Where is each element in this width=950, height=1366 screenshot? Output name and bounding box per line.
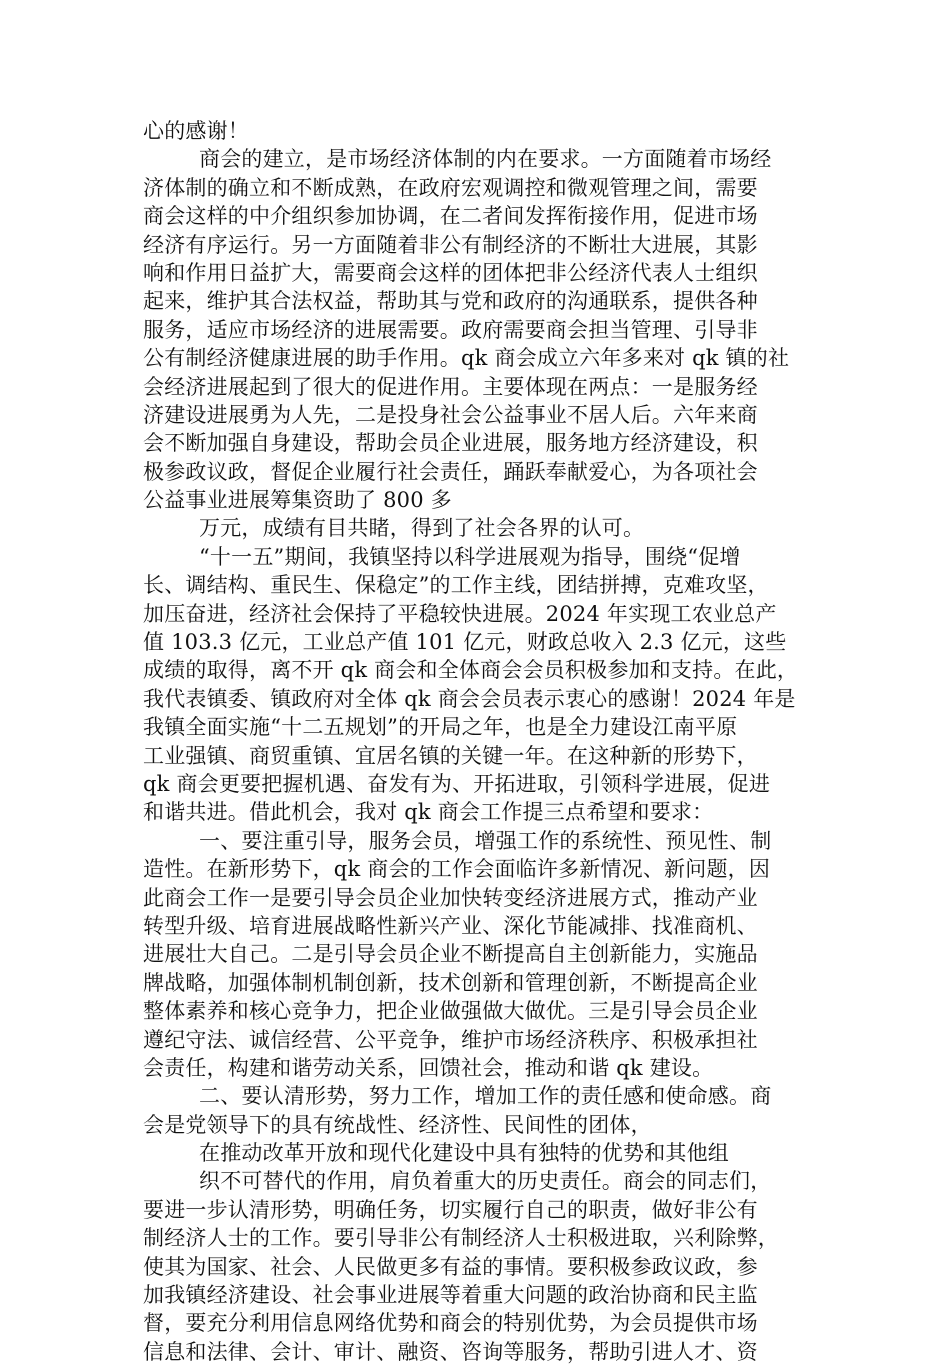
text-line: 会经济进展起到了很大的促进作用。主要体现在两点：一是服务经 (143, 374, 758, 399)
text-line: 信息和法律、会计、审计、融资、咨询等服务，帮助引进人才、资 (143, 1339, 758, 1364)
text-line: 服务，适应市场经济的进展需要。政府需要商会担当管理、引导非 (143, 317, 758, 342)
text-line: 和谐共进。借此机会，我对 qk 商会工作提三点希望和要求： (143, 800, 714, 825)
text-line: 一、要注重引导，服务会员，增强工作的系统性、预见性、制 (199, 828, 772, 853)
text-line: 商会的建立，是市场经济体制的内在要求。一方面随着市场经 (199, 147, 772, 172)
text-line: qk 商会更要把握机遇、奋发有为、开拓进取，引领科学进展，促进 (143, 771, 771, 796)
text-line: 转型升级、培育进展战略性新兴产业、深化节能减排、找准商机、 (143, 913, 758, 938)
text-line: 织不可替代的作用，肩负着重大的历史责任。商会的同志们， (199, 1169, 772, 1194)
text-line: 加我镇经济建设、社会事业进展等着重大问题的政治协商和民主监 (143, 1283, 758, 1308)
text-line: 工业强镇、商贸重镇、宜居名镇的关键一年。在这种新的形势下， (143, 743, 758, 768)
text-line: 极参政议政，督促企业履行社会责任，踊跃奉献爱心，为各项社会 (143, 459, 758, 484)
text-line: 要进一步认清形势，明确任务，切实履行自己的职责，做好非公有 (143, 1197, 758, 1222)
text-line: 商会这样的中介组织参加协调，在二者间发挥衔接作用，促进市场 (143, 204, 758, 229)
text-line: 遵纪守法、诚信经营、公平竞争，维护市场经济秩序、积极承担社 (143, 1027, 758, 1052)
text-line: 公有制经济健康进展的助手作用。qk 商会成立六年多来对 qk 镇的社 (143, 346, 790, 371)
text-line: 进展壮大自己。二是引导会员企业不断提高自主创新能力，实施品 (143, 942, 758, 967)
text-line: 造性。在新形势下，qk 商会的工作会面临许多新情况、新问题，因 (143, 857, 771, 882)
text-line: 响和作用日益扩大，需要商会这样的团体把非公经济代表人士组织 (143, 260, 758, 285)
text-line: 起来，维护其合法权益，帮助其与党和政府的沟通联系，提供各种 (143, 289, 758, 314)
text-line: 济体制的确立和不断成熟，在政府宏观调控和微观管理之间，需要 (143, 175, 758, 200)
text-line: 牌战略，加强体制机制创新，技术创新和管理创新，不断提高企业 (143, 970, 758, 995)
text-line: 会责任，构建和谐劳动关系，回馈社会，推动和谐 qk 建设。 (143, 1055, 714, 1080)
text-line: 成绩的取得，离不开 qk 商会和全体商会会员积极参加和支持。在此， (143, 658, 799, 683)
text-line: 加压奋进，经济社会保持了平稳较快进展。2024 年实现工农业总产 (143, 601, 777, 626)
text-line: 二、要认清形势，努力工作，增加工作的责任感和使命感。商 (199, 1084, 772, 1109)
text-line: 我代表镇委、镇政府对全体 qk 商会会员表示衷心的感谢！2024 年是 (143, 686, 796, 711)
text-line: 制经济人士的工作。要引导非公有制经济人士积极进取，兴利除弊， (143, 1226, 779, 1251)
text-line: 值 103.3 亿元，工业总产值 101 亿元，财政总收入 2.3 亿元，这些 (143, 630, 787, 655)
text-line: 我镇全面实施“十二五规划”的开局之年，也是全力建设江南平原 (143, 715, 738, 740)
body-text (143, 117, 808, 1366)
text-line: 在推动改革开放和现代化建设中具有独特的优势和其他组 (199, 1141, 729, 1166)
text-line: 公益事业进展筹集资助了 800 多 (143, 488, 452, 513)
text-line: 此商会工作一是要引导会员企业加快转变经济进展方式，推动产业 (143, 885, 758, 910)
text-line: 济建设进展勇为人先，二是投身社会公益事业不居人后。六年来商 (143, 402, 758, 427)
text-line: 心的感谢！ (143, 119, 249, 143)
text-line: “十一五”期间，我镇坚持以科学进展观为指导，围绕“促增 (199, 544, 741, 569)
text-line: 会是党领导下的具有统战性、经济性、民间性的团体， (143, 1112, 652, 1137)
text-line: 整体素养和核心竞争力，把企业做强做大做优。三是引导会员企业 (143, 999, 758, 1024)
text-line: 长、调结构、重民生、保稳定”的工作主线，团结拼搏，克难攻坚， (143, 573, 769, 598)
text-line: 万元，成绩有目共睹，得到了社会各界的认可。 (199, 516, 645, 541)
text-line: 使其为国家、社会、人民做更多有益的事情。要积极参政议政，参 (143, 1254, 758, 1279)
text-line: 经济有序运行。另一方面随着非公有制经济的不断壮大进展，其影 (143, 232, 758, 257)
text-line: 督，要充分利用信息网络优势和商会的特别优势，为会员提供市场 (143, 1311, 758, 1336)
text-line: 会不断加强自身建设，帮助会员企业进展，服务地方经济建设，积 (143, 431, 758, 456)
